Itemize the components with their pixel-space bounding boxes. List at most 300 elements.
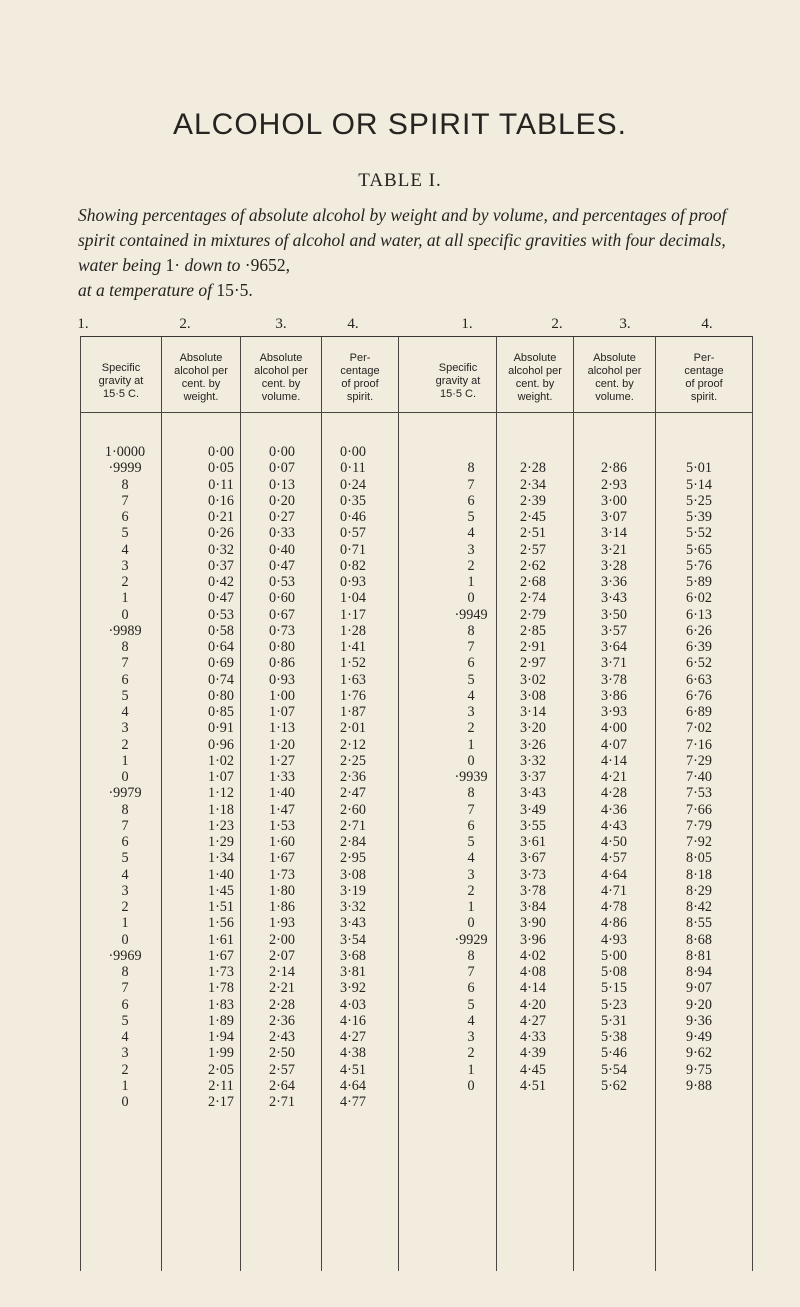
table-cell: 0·82: [339, 557, 366, 574]
table-cell: 6·63: [685, 671, 712, 688]
header-specific-gravity: [420, 362, 496, 401]
table-cell: 2·86: [600, 460, 627, 477]
table-cell: 3·71: [600, 655, 627, 672]
table-cell: 5·15: [600, 980, 627, 997]
table-cell: 3·00: [600, 492, 627, 509]
table-cell: 7·66: [685, 801, 712, 818]
table-row: [0, 688, 800, 704]
table-cell: 4·07: [600, 736, 627, 753]
table-cell: 5: [121, 525, 129, 542]
table-cell: 7: [121, 980, 129, 997]
table-cell: 1·13: [268, 720, 295, 737]
table-cell: 1·76: [339, 687, 366, 704]
table-cell: 5: [467, 834, 475, 850]
table-cell: ·9939: [454, 769, 488, 785]
header-line: of proof: [341, 378, 379, 390]
table-cell: 3·36: [600, 574, 627, 590]
table-cell: 1·67: [207, 947, 234, 964]
table-cell: 5·52: [685, 525, 712, 542]
table-cell: 4: [467, 687, 475, 704]
table-cell: 3·73: [519, 866, 546, 883]
table-cell: 5·54: [600, 1061, 627, 1078]
table-cell: 3·64: [600, 639, 627, 655]
table-cell: 8·18: [685, 866, 712, 883]
table-cell: 8: [467, 460, 475, 477]
table-cell: 7·79: [685, 817, 712, 834]
table-cell: 4·64: [339, 1077, 366, 1094]
table-row: [0, 444, 800, 460]
header-line: gravity at: [98, 375, 144, 387]
table-cell: 7: [467, 964, 475, 980]
table-cell: 1·27: [268, 752, 295, 769]
table-cell: 6: [467, 980, 475, 997]
table-cell: 5·25: [685, 492, 712, 509]
table-cell: 3·84: [519, 899, 546, 915]
table-cell: 7: [121, 817, 129, 834]
table-cell: ·9979: [108, 785, 142, 802]
table-cell: 2·05: [207, 1061, 234, 1078]
header-line: of proof: [685, 378, 723, 390]
column-number: 3.: [619, 316, 631, 332]
table-row: [0, 932, 800, 948]
table-row: [0, 1029, 800, 1045]
table-cell: 1·80: [268, 882, 295, 899]
table-row: [0, 997, 800, 1013]
header-line: Specific: [101, 362, 141, 374]
table-cell: 1·23: [207, 817, 234, 834]
table-cell: 7·40: [685, 769, 712, 785]
table-cell: 5·38: [600, 1029, 627, 1045]
caption-temp-text: at a temperature of: [78, 280, 217, 300]
table-cell: 0·32: [207, 541, 234, 558]
table-cell: 0·67: [268, 606, 295, 623]
table-cell: 1: [467, 899, 475, 915]
table-cell: 4·27: [339, 1029, 366, 1045]
table-cell: 1·73: [268, 866, 295, 883]
table-cell: 8·05: [685, 850, 712, 867]
table-cell: 4·93: [600, 931, 627, 948]
table-cell: 3·43: [339, 915, 366, 932]
table-cell: 9·88: [685, 1077, 712, 1094]
caption-lower-gravity: ·9652,: [244, 255, 290, 275]
table-cell: 3·93: [600, 704, 627, 720]
table-cell: 1·60: [268, 834, 295, 850]
table-cell: 0·35: [339, 492, 366, 509]
table-cell: 5·23: [600, 996, 627, 1013]
table-cell: 0·26: [207, 525, 234, 542]
table-cell: 5: [121, 687, 129, 704]
table-cell: 0·46: [339, 509, 366, 525]
table-row: [0, 1078, 800, 1094]
table-cell: ·9969: [108, 947, 142, 964]
table-cell: 2·51: [519, 525, 546, 542]
header-line: spirit.: [690, 391, 718, 403]
table-cell: 1·99: [207, 1045, 234, 1062]
table-cell: 3·43: [519, 785, 546, 802]
table-cell: 3·50: [600, 606, 627, 623]
table-cell: 1·47: [268, 801, 295, 818]
table-cell: 2: [121, 899, 129, 915]
table-cell: 1·89: [207, 1012, 234, 1029]
table-cell: 0·40: [268, 541, 295, 558]
table-cell: 5·62: [600, 1077, 627, 1094]
table-cell: 0·00: [207, 444, 234, 460]
header-line: centage: [684, 365, 724, 377]
table-cell: 2·07: [268, 947, 295, 964]
table-cell: 4·02: [519, 947, 546, 964]
table-cell: 9·36: [685, 1012, 712, 1029]
table-cell: 8·29: [685, 882, 712, 899]
table-cell: 5: [467, 996, 475, 1013]
header-line: Per-: [349, 352, 371, 364]
header-line: volume.: [261, 391, 301, 403]
table-cell: 7: [467, 801, 475, 818]
table-cell: 4: [467, 1012, 475, 1029]
table-cell: 6: [121, 671, 129, 688]
table-cell: 4·00: [600, 720, 627, 737]
table-cell: 4·39: [519, 1045, 546, 1062]
table-cell: 0·73: [268, 622, 295, 639]
table-cell: 5·08: [600, 964, 627, 980]
table-cell: 1·87: [339, 704, 366, 720]
table-cell: 8: [121, 639, 129, 655]
header-line: cent. by: [595, 378, 634, 390]
table-cell: 6·13: [685, 606, 712, 623]
table-cell: 1·83: [207, 996, 234, 1013]
table-cell: 0·11: [340, 460, 366, 477]
table-cell: 3: [121, 1045, 129, 1062]
table-cell: 8: [467, 947, 475, 964]
table-cell: ·9929: [454, 931, 488, 948]
table-cell: 1·28: [339, 622, 366, 639]
table-cell: 4·71: [600, 882, 627, 899]
table-cell: 4: [121, 704, 129, 720]
table-cell: 3: [467, 541, 475, 558]
table-cell: 4·21: [600, 769, 627, 785]
table-cell: 1·12: [207, 785, 234, 802]
caption-down-to: down to: [180, 255, 245, 275]
table-cell: 1·40: [207, 866, 234, 883]
table-cell: ·9989: [108, 622, 142, 639]
table-cell: 5·65: [685, 541, 712, 558]
table-cell: 3·28: [600, 557, 627, 574]
table-cell: 1: [467, 736, 475, 753]
table-cell: 3: [121, 720, 129, 737]
table-cell: 3: [467, 704, 475, 720]
table-row: [0, 1045, 800, 1061]
table-row: [0, 1094, 800, 1110]
table-cell: 6·39: [685, 639, 712, 655]
table-cell: 2·21: [268, 980, 295, 997]
table-cell: 3·61: [519, 834, 546, 850]
table-cell: 4·20: [519, 996, 546, 1013]
table-cell: 5·14: [685, 476, 712, 493]
table-cell: 2·47: [339, 785, 366, 802]
table-cell: 0·00: [339, 444, 366, 460]
column-number: 2.: [179, 316, 191, 332]
table-cell: 2·43: [268, 1029, 295, 1045]
table-cell: 0·13: [268, 476, 295, 493]
table-cell: 2·71: [339, 817, 366, 834]
table-cell: 9·20: [685, 996, 712, 1013]
table-cell: 6·02: [685, 590, 712, 607]
column-number: 3.: [275, 316, 287, 332]
table-cell: 2·01: [339, 720, 366, 737]
table-cell: 0·58: [207, 622, 234, 639]
table-cell: 1·51: [207, 899, 234, 915]
table-cell: 4·77: [339, 1094, 366, 1110]
table-cell: 1·20: [268, 736, 295, 753]
table-cell: 7·53: [685, 785, 712, 802]
table-cell: 1·00: [268, 687, 295, 704]
table-cell: 5·39: [685, 509, 712, 525]
header-line: cent. by: [261, 378, 301, 390]
table-cell: 2·12: [339, 736, 366, 753]
table-cell: 9·49: [685, 1029, 712, 1045]
column-number: 4.: [701, 316, 713, 332]
table-cell: 4·03: [339, 996, 366, 1013]
table-cell: 3·19: [339, 882, 366, 899]
table-cell: 6: [467, 492, 475, 509]
table-cell: 0·07: [268, 460, 295, 477]
table-cell: 1·0000: [104, 444, 146, 460]
header-line: weight.: [517, 391, 553, 403]
table-cell: 0·96: [207, 736, 234, 753]
table-cell: 4·14: [519, 980, 546, 997]
table-cell: 3·37: [519, 769, 546, 785]
header-line: alcohol per: [587, 365, 642, 377]
table-cell: 1·17: [339, 606, 366, 623]
table-cell: 1·78: [207, 980, 234, 997]
header-proof-spirit: [322, 352, 398, 404]
table-cell: 1·61: [207, 931, 234, 948]
table-cell: 1: [121, 915, 129, 932]
table-cell: 5·01: [685, 460, 712, 477]
table-cell: 7·29: [685, 752, 712, 769]
table-cell: 3·86: [600, 687, 627, 704]
table-cell: 2·91: [519, 639, 546, 655]
header-rule: [80, 412, 752, 413]
table-row: [0, 672, 800, 688]
table-cell: 1·93: [268, 915, 295, 932]
table-cell: 4·86: [600, 915, 627, 932]
table-cell: 9·62: [685, 1045, 712, 1062]
table-cell: 0·91: [207, 720, 234, 737]
table-cell: 4·27: [519, 1012, 546, 1029]
table-cell: 8: [467, 785, 475, 802]
table-cell: 6·76: [685, 687, 712, 704]
table-row: [0, 785, 800, 801]
table-cell: 2·97: [519, 655, 546, 672]
table-cell: 4·57: [600, 850, 627, 867]
table-row: [0, 720, 800, 736]
table-row: [0, 574, 800, 590]
table-cell: 3·49: [519, 801, 546, 818]
table-cell: 3·14: [600, 525, 627, 542]
table-cell: 2·79: [519, 606, 546, 623]
header-line: 15·5 C.: [102, 388, 140, 400]
header-line: Absolute: [593, 352, 636, 364]
table-cell: 0·16: [207, 492, 234, 509]
table-cell: 1: [467, 574, 475, 590]
table-cell: 0·71: [339, 541, 366, 558]
table-cell: 2·84: [339, 834, 366, 850]
table-cell: 8: [467, 622, 475, 639]
table-row: [0, 980, 800, 996]
table-row: [0, 769, 800, 785]
table-cell: 1·52: [339, 655, 366, 672]
table-cell: 1: [121, 752, 129, 769]
table-cell: 5: [467, 671, 475, 688]
table-cell: 4·64: [600, 866, 627, 883]
table-cell: 3·26: [519, 736, 546, 753]
table-cell: 0·37: [207, 557, 234, 574]
table-cell: 0·47: [207, 590, 234, 607]
table-cell: 0: [467, 915, 475, 932]
page-title: ALCOHOL OR SPIRIT TABLES.: [172, 108, 628, 141]
table-cell: 2: [467, 557, 475, 574]
table-cell: 3·96: [519, 931, 546, 948]
table-cell: 2·68: [519, 574, 546, 590]
table-cell: 8: [121, 964, 129, 980]
table-cell: 3·54: [339, 931, 366, 948]
table-cell: 1·40: [268, 785, 295, 802]
table-cell: 1: [121, 590, 129, 607]
table-cell: 3·68: [339, 947, 366, 964]
table-cell: 3: [467, 1029, 475, 1045]
table-cell: 0·33: [268, 525, 295, 542]
table-row: [0, 623, 800, 639]
table-row: [0, 737, 800, 753]
table-cell: 0·21: [207, 509, 234, 525]
table-cell: 2·57: [519, 541, 546, 558]
table-cell: 4·14: [600, 752, 627, 769]
table-cell: 4·50: [600, 834, 627, 850]
table-row: [0, 850, 800, 866]
table-cell: 7·02: [685, 720, 712, 737]
table-row: [0, 964, 800, 980]
table-cell: 1·41: [339, 639, 366, 655]
table-cell: 6: [121, 996, 129, 1013]
table-cell: 8·81: [685, 947, 712, 964]
table-cell: 4·08: [519, 964, 546, 980]
table-cell: 0·47: [268, 557, 295, 574]
table-cell: 5·89: [685, 574, 712, 590]
table-cell: 1: [467, 1061, 475, 1078]
table-row: [0, 542, 800, 558]
table-row: [0, 460, 800, 476]
header-abs-weight: [162, 352, 240, 404]
table-cell: 0·42: [207, 574, 234, 590]
table-cell: 0: [121, 931, 129, 948]
table-cell: 4·78: [600, 899, 627, 915]
table-cell: 3·08: [339, 866, 366, 883]
table-cell: 4: [467, 850, 475, 867]
table-cell: 9·07: [685, 980, 712, 997]
header-line: volume.: [595, 391, 634, 403]
header-abs-weight: [497, 352, 573, 404]
table-row: [0, 948, 800, 964]
header-line: alcohol per: [508, 365, 562, 377]
table-cell: 3·43: [600, 590, 627, 607]
table-row: [0, 639, 800, 655]
table-cell: 1·67: [268, 850, 295, 867]
table-cell: 3: [121, 882, 129, 899]
table-cell: 3·32: [339, 899, 366, 915]
table-cell: 7·16: [685, 736, 712, 753]
table-cell: 4·51: [339, 1061, 366, 1078]
table-cell: 1·02: [207, 752, 234, 769]
table-cell: 1·34: [207, 850, 234, 867]
table-cell: 3·32: [519, 752, 546, 769]
table-cell: 1·45: [207, 882, 234, 899]
table-row: [0, 915, 800, 931]
table-cell: 3·02: [519, 671, 546, 688]
table-cell: 1·07: [207, 769, 234, 785]
caption-upper-gravity: 1·: [165, 255, 181, 275]
table-cell: 0: [121, 1094, 129, 1110]
table-cell: 2·17: [207, 1094, 234, 1110]
table-cell: 1·94: [207, 1029, 234, 1045]
table-cell: 2·57: [268, 1061, 295, 1078]
table-cell: 2·25: [339, 752, 366, 769]
table-cell: 0·93: [268, 671, 295, 688]
table-cell: 0·05: [207, 460, 234, 477]
table-cell: 0: [467, 1077, 475, 1094]
table-cell: 0·64: [207, 639, 234, 655]
table-cell: 2·71: [268, 1094, 295, 1110]
table-row: [0, 802, 800, 818]
table-cell: 4·28: [600, 785, 627, 802]
table-cell: 0·00: [268, 444, 295, 460]
table-cell: 3·81: [339, 964, 366, 980]
header-line: 15·5 C.: [439, 388, 477, 400]
table-cell: 5·76: [685, 557, 712, 574]
table-cell: 2·95: [339, 850, 366, 867]
table-cell: 4: [121, 866, 129, 883]
table-cell: 8: [121, 476, 129, 493]
table-cell: 4·36: [600, 801, 627, 818]
table-cell: 1·18: [207, 801, 234, 818]
header-line: Absolute: [513, 352, 557, 364]
table-cell: 4·45: [519, 1061, 546, 1078]
table-cell: 1·86: [268, 899, 295, 915]
table-cell: 3·08: [519, 687, 546, 704]
table-cell: 8·68: [685, 931, 712, 948]
table-row: [0, 704, 800, 720]
table-cell: 9·75: [685, 1061, 712, 1078]
table-cell: 0·11: [208, 476, 234, 493]
table-cell: 1·63: [339, 671, 366, 688]
table-cell: 4: [467, 525, 475, 542]
table-cell: 2·45: [519, 509, 546, 525]
header-line: Absolute: [259, 352, 303, 364]
table-cell: 2: [121, 1061, 129, 1078]
table-cell: 8·55: [685, 915, 712, 932]
header-abs-volume: [574, 352, 655, 404]
table-cell: 0·20: [268, 492, 295, 509]
table-row: [0, 607, 800, 623]
header-line: Per-: [693, 352, 715, 364]
table-cell: 0·53: [207, 606, 234, 623]
table-cell: 1·29: [207, 834, 234, 850]
table-cell: 2·00: [268, 931, 295, 948]
table-cell: 0·74: [207, 671, 234, 688]
table-row: [0, 509, 800, 525]
header-line: alcohol per: [174, 365, 228, 377]
table-cell: 3·78: [600, 671, 627, 688]
table-cell: 6·52: [685, 655, 712, 672]
